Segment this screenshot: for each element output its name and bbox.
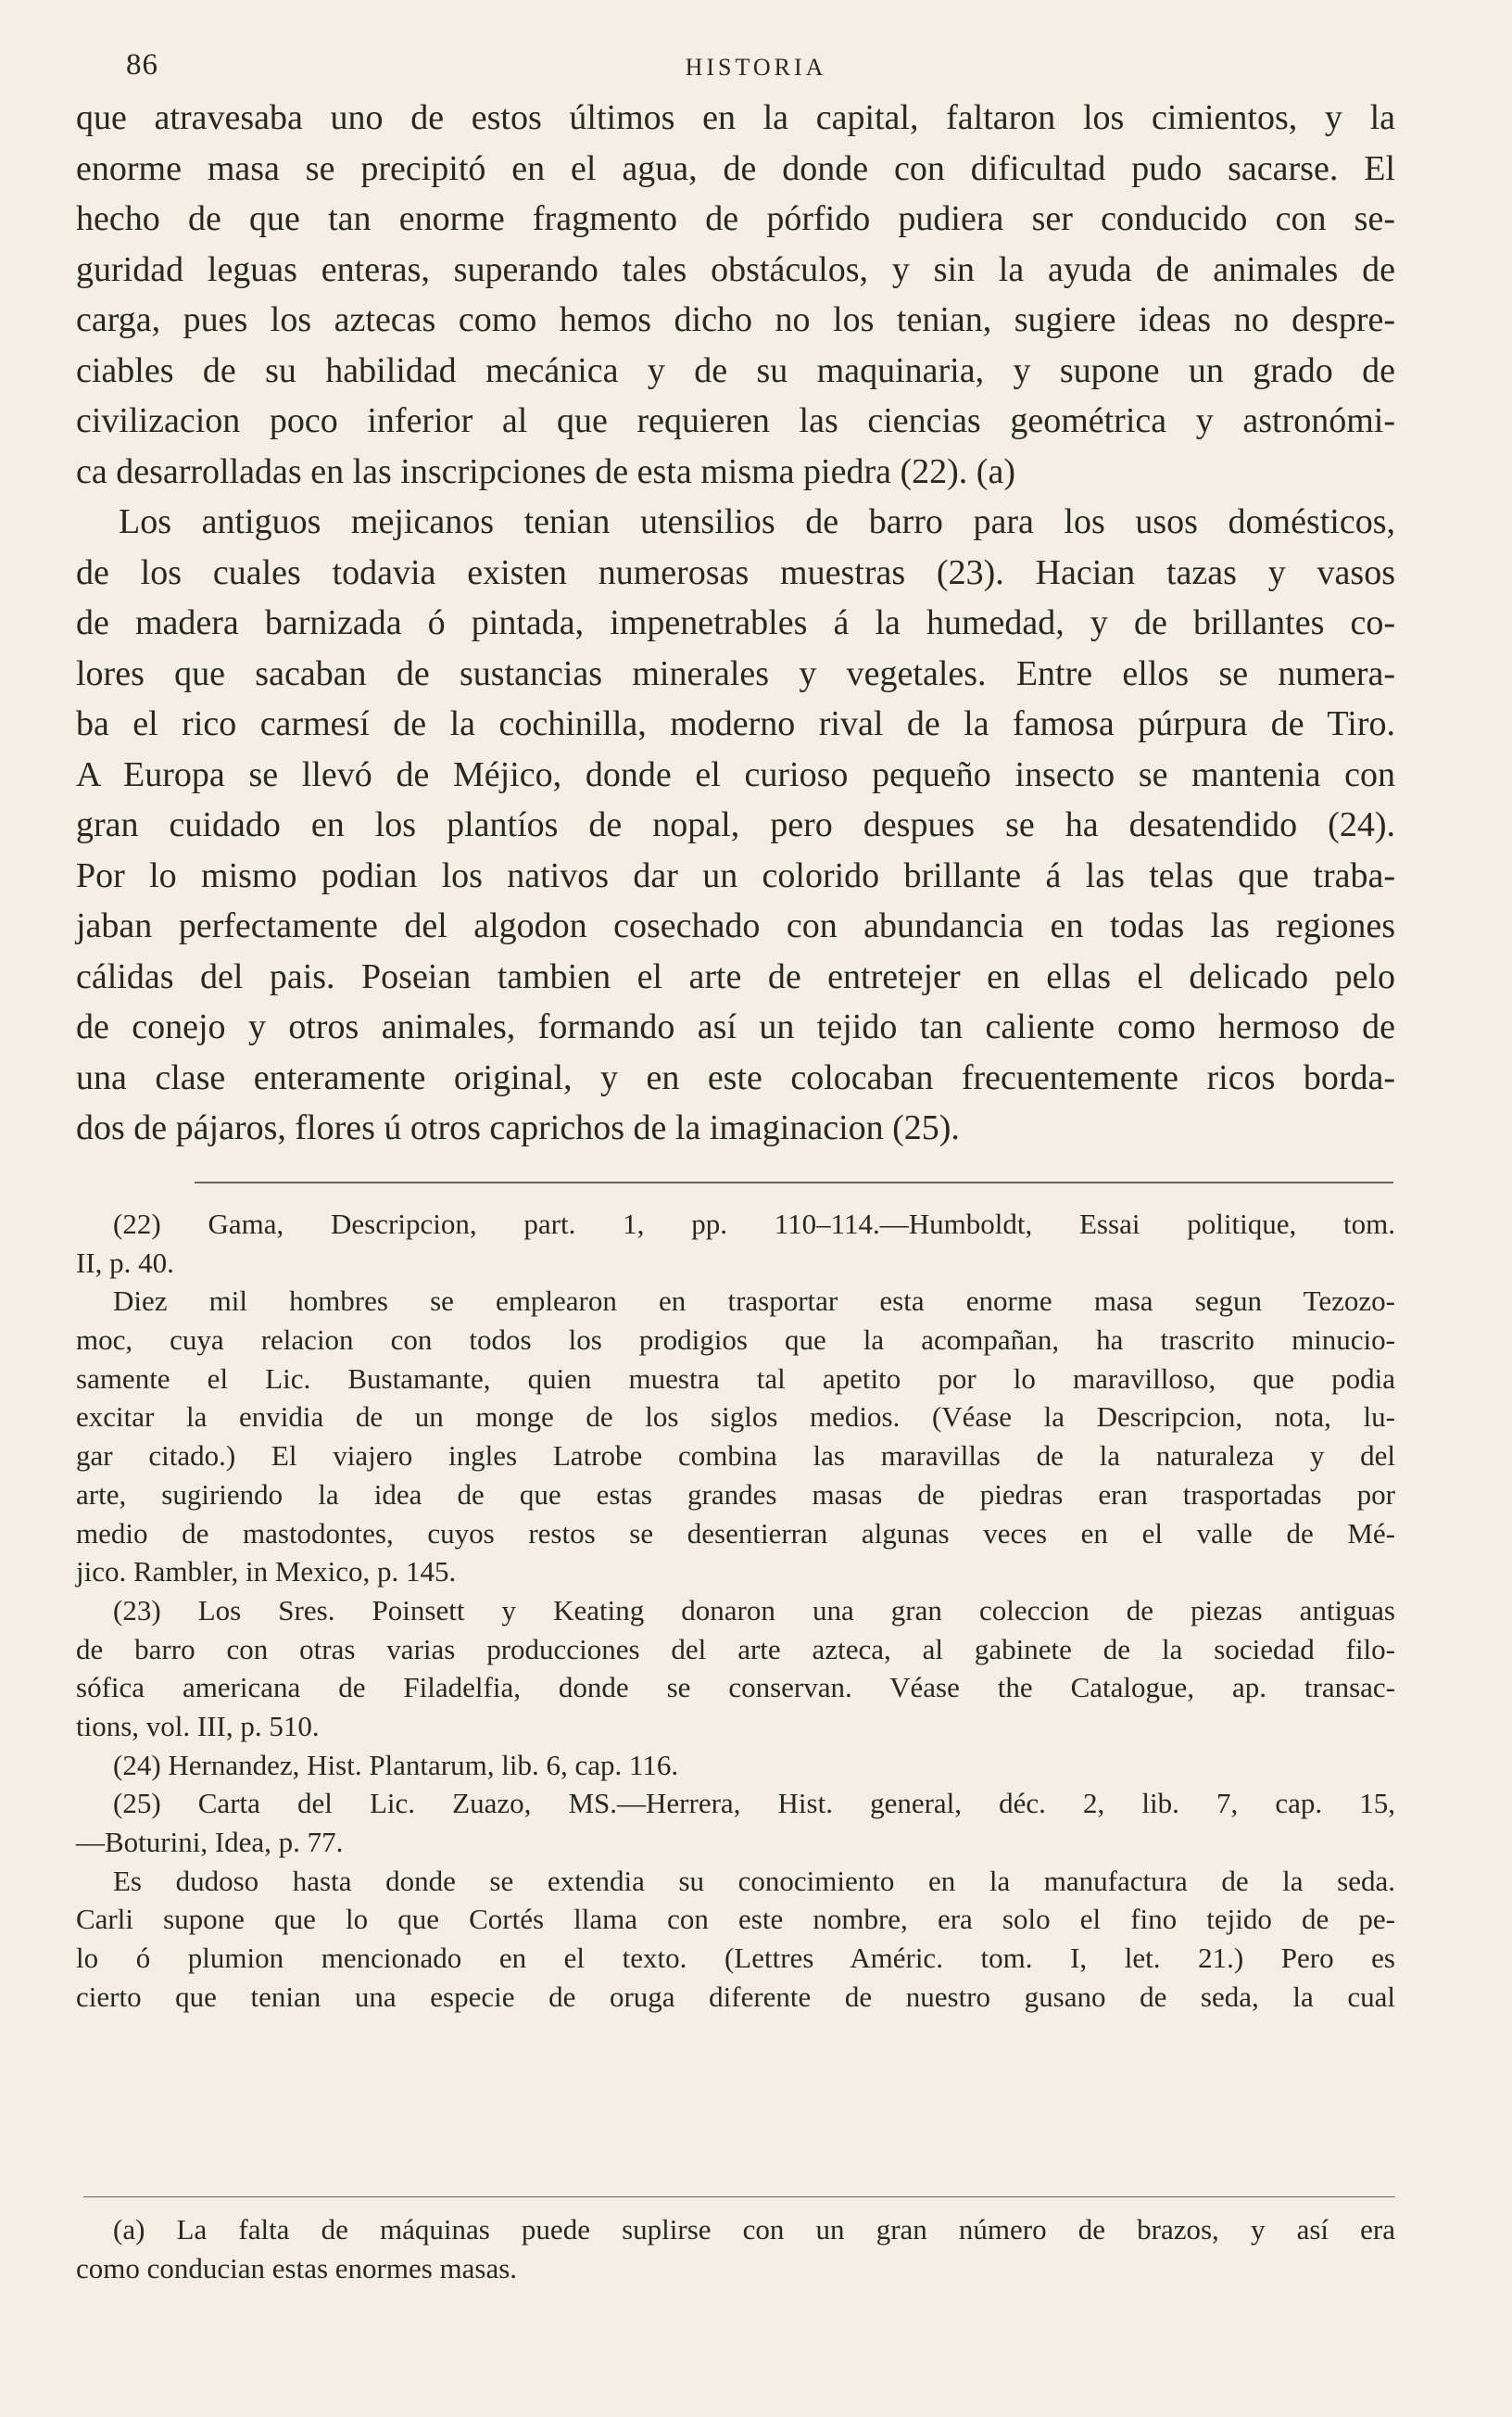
footnote-line: lo ó plumion mencionado en el texto. (Lettres Améric. tom. I, let. 21.) Pero es: [76, 1942, 1395, 1975]
footnote-line: samente el Lic. Bustamante, quien muestra tal apetito por lo maravilloso, que podia: [76, 1361, 1395, 1395]
margin-note-line: (a) La falta de máquinas puede suplirse con un gran número de brazos, y así era: [113, 2213, 1395, 2246]
footnote-line: Carli supone que lo que Cortés llama con este nombre, era solo el fino tejido de pe-: [76, 1903, 1395, 1936]
footnote-line: arte, sugiriendo la idea de que estas grandes masas de piedras eran trasportadas por: [76, 1477, 1395, 1511]
text-line: hecho de que tan enorme fragmento de pórfido pudiera ser conducido con se-: [76, 199, 1395, 238]
text-line: gran cuidado en los plantíos de nopal, pero despues se ha desatendido (24).: [76, 805, 1395, 844]
text-line: dos de pájaros, flores ú otros caprichos de la imaginacion (25).: [76, 1108, 960, 1147]
footnote-line: Es dudoso hasta donde se extendia su conocimiento en la manufactura de la seda.: [113, 1864, 1395, 1897]
text-line: ca desarrolladas en las inscripciones de esta misma piedra (22). (a): [76, 451, 1015, 491]
text-line: de madera barnizada ó pintada, impenetrables á la humedad, y de brillantes co-: [76, 603, 1395, 642]
footnote-line: (24) Hernandez, Hist. Plantarum, lib. 6, cap. 116.: [113, 1748, 679, 1781]
text-line: que atravesaba uno de estos últimos en la capital, faltaron los cimientos, y la: [76, 98, 1395, 137]
main-text-block: [76, 93, 1395, 1154]
text-line: civilizacion poco inferior al que requieren las ciencias geométrica y astronómi-: [76, 401, 1395, 440]
page-number: 86: [126, 48, 158, 82]
margin-note-line: como conducian estas enormes masas.: [76, 2252, 518, 2284]
footnote-line: cierto que tenian una especie de oruga diferente de nuestro gusano de seda, la cual: [76, 1980, 1395, 2013]
footnote-line: medio de mastodontes, cuyos restos se desentierran algunas veces en el valle de Mé-: [76, 1516, 1395, 1550]
running-title: HISTORIA: [685, 54, 827, 81]
text-line: de conejo y otros animales, formando así un tejido tan caliente como hermoso de: [76, 1007, 1395, 1046]
footnotes-block: [76, 1205, 1395, 2016]
footnote-line: (23) Los Sres. Poinsett y Keating donaron una gran coleccion de piezas antiguas: [113, 1593, 1395, 1626]
footnote-line: jico. Rambler, in Mexico, p. 145.: [76, 1555, 457, 1588]
text-line: cálidas del pais. Poseian tambien el arte de entretejer en ellas el delicado pelo: [76, 956, 1395, 996]
footnote-line: tions, vol. III, p. 510.: [76, 1709, 320, 1742]
text-line: de los cuales todavia existen numerosas muestras (23). Hacian tazas y vasos: [76, 552, 1395, 592]
margin-note-separator-rule: [83, 2196, 1395, 2197]
text-line: Los antiguos mejicanos tenian utensilios de barro para los usos domésticos,: [119, 502, 1395, 541]
margin-note-block: [76, 2210, 1395, 2288]
footnote-line: gar citado.) El viajero ingles Latrobe combina las maravillas de la naturaleza y del: [76, 1439, 1395, 1473]
text-line: enorme masa se precipitó en el agua, de donde con dificultad pudo sacarse. El: [76, 148, 1395, 188]
text-line: ba el rico carmesí de la cochinilla, moderno rival de la famosa púrpura de Tiro.: [76, 704, 1395, 743]
footnote-line: moc, cuya relacion con todos los prodigios que la acompañan, ha trascrito minucio-: [76, 1323, 1395, 1357]
footnote-line: (22) Gama, Descripcion, part. 1, pp. 110–114.—Humboldt, Essai politique, tom.: [113, 1208, 1395, 1240]
text-line: lores que sacaban de sustancias minerales y vegetales. Entre ellos se numera-: [76, 653, 1395, 693]
footnote-line: (25) Carta del Lic. Zuazo, MS.—Herrera, Hist. general, déc. 2, lib. 7, cap. 15,: [113, 1787, 1395, 1820]
footnote-line: de barro con otras varias producciones del arte azteca, al gabinete de la sociedad filo-: [76, 1632, 1395, 1665]
text-line: guridad leguas enteras, superando tales obstáculos, y sin la ayuda de animales de: [76, 249, 1395, 289]
footnote-line: sófica americana de Filadelfia, donde se conservan. Véase the Catalogue, ap. transac-: [76, 1671, 1395, 1704]
text-line: jaban perfectamente del algodon cosechado con abundancia en todas las regiones: [76, 906, 1395, 945]
footnote-line: excitar la envidia de un monge de los siglos medios. (Véase la Descripcion, nota, lu-: [76, 1400, 1395, 1434]
text-line: A Europa se llevó de Méjico, donde el curioso pequeño insecto se mantenia con: [76, 754, 1395, 794]
text-line: Por lo mismo podian los nativos dar un colorido brillante á las telas que traba-: [76, 855, 1395, 895]
text-line: ciables de su habilidad mecánica y de su maquinaria, y supone un grado de: [76, 350, 1395, 390]
footnote-line: Diez mil hombres se emplearon en trasportar esta enorme masa segun Tezozo-: [113, 1284, 1395, 1318]
text-line: carga, pues los aztecas como hemos dicho no los tenian, sugiere ideas no despre-: [76, 300, 1395, 339]
text-line: una clase enteramente original, y en este colocaban frecuentemente ricos borda-: [76, 1057, 1395, 1097]
footnote-line: II, p. 40.: [76, 1246, 174, 1279]
footnote-line: —Boturini, Idea, p. 77.: [76, 1826, 344, 1858]
footnote-separator-rule: [195, 1182, 1393, 1183]
